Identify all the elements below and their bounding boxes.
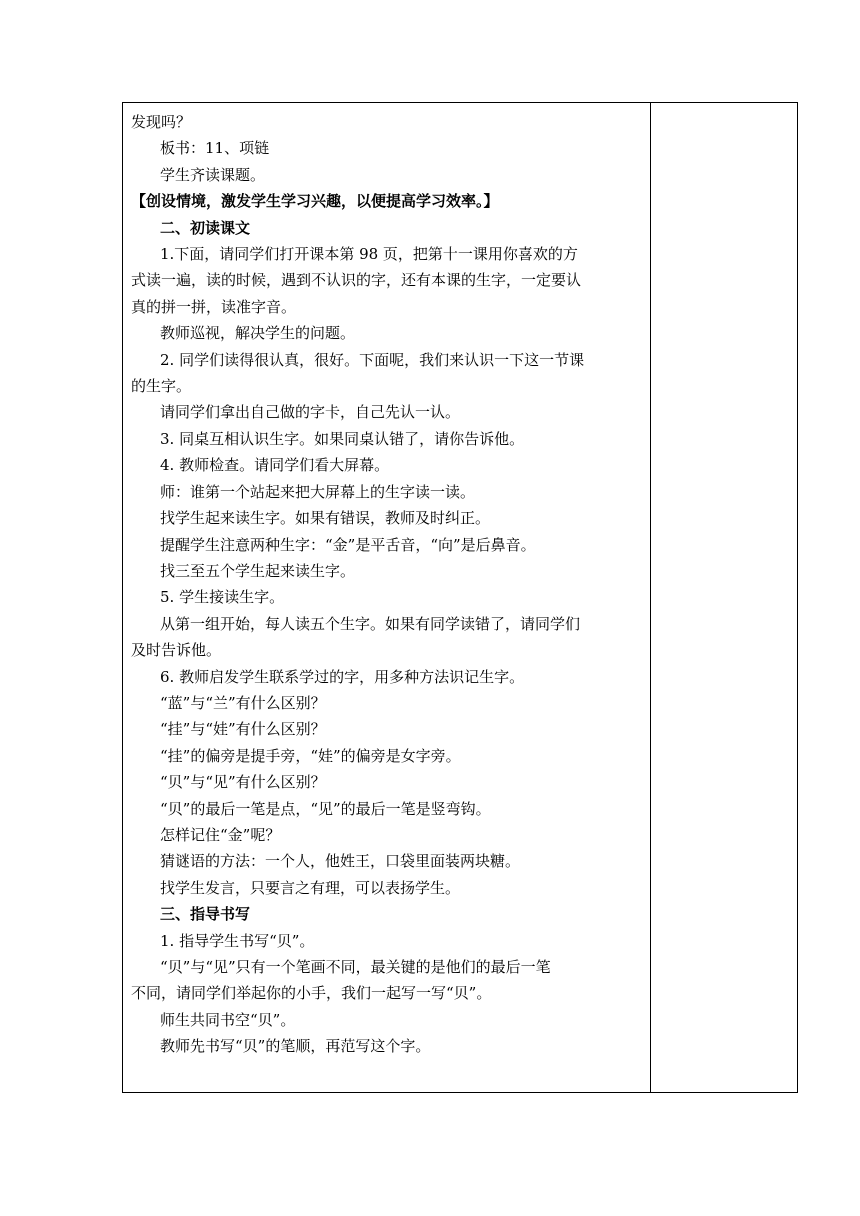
text-line: 2. 同学们读得很认真，很好。下面呢，我们来认识一下这一节课 [160,350,585,369]
text-line: 板书：11、项链 [160,139,270,158]
text-line: 找学生发言，只要言之有理，可以表扬学生。 [160,878,461,897]
lesson-table [122,102,798,1093]
text-line: 1. 指导学生书写“贝”。 [160,931,315,950]
text-line: “蓝”与“兰”有什么区别？ [160,693,326,712]
text-line: 不同，请同学们举起你的小手，我们一起写一写“贝”。 [131,984,492,1003]
text-line: 3. 同桌互相认识生字。如果同桌认错了，请你告诉他。 [160,429,525,448]
text-line: “贝”与“见”只有一个笔画不同，最关键的是他们的最后一笔 [160,958,551,976]
text-line: 的生字。 [131,377,192,396]
text-line: “贝”与“见”有什么区别？ [160,773,326,792]
text-line: 提醒学生注意两种生字：“金”是平舌音，“向”是后鼻音。 [160,535,536,554]
text-line: 找三至五个学生起来读生字。 [160,561,356,580]
section-heading: 【创设情境，激发学生学习兴趣，以便提高学习效率。】 [131,192,499,211]
text-line: 及时告诉他。 [131,641,222,660]
text-line: 请同学们拿出自己做的字卡，自己先认一认。 [160,403,461,422]
text-line: 6. 教师启发学生联系学过的字，用多种方法识记生字。 [160,667,525,686]
text-line: “挂”的偏旁是提手旁，“娃”的偏旁是女字旁。 [160,746,461,765]
text-line: 学生齐读课题。 [160,165,266,184]
lesson-content-cell [131,109,645,1060]
text-line: 4. 教师检查。请同学们看大屏幕。 [160,456,390,475]
text-line: “贝”的最后一笔是点，“见”的最后一笔是竖弯钩。 [160,799,491,818]
text-line: “挂”与“娃”有什么区别？ [160,720,326,739]
text-line: 师：谁第一个站起来把大屏幕上的生字读一读。 [160,482,476,501]
text-line: 从第一组开始，每人读五个生字。如果有同学读错了，请同学们 [160,614,581,633]
text-line: 教师先书写“贝”的笔顺，再范写这个字。 [160,1037,431,1056]
text-line: 找学生起来读生字。如果有错误，教师及时纠正。 [160,509,491,528]
section-heading: 三、指导书写 [160,905,251,924]
text-line: 1.下面，请同学们打开课本第 98 页，把第十一课用你喜欢的方 [160,245,578,264]
notes-cell [651,103,797,1092]
text-line: 怎样记住“金”呢？ [160,825,281,844]
text-line: 5. 学生接读生字。 [160,588,285,607]
text-line: 教师巡视，解决学生的问题。 [160,324,356,343]
text-line: 真的拼一拼，读准字音。 [131,297,297,316]
text-line: 猜谜语的方法：一个人，他姓王，口袋里面装两块糖。 [160,852,521,871]
text-line: 发现吗？ [131,113,192,131]
text-line: 师生共同书空“贝”。 [160,1010,296,1029]
section-heading: 二、初读课文 [160,218,251,237]
text-line: 式读一遍，读的时候，遇到不认识的字，还有本课的生字，一定要认 [131,271,582,290]
